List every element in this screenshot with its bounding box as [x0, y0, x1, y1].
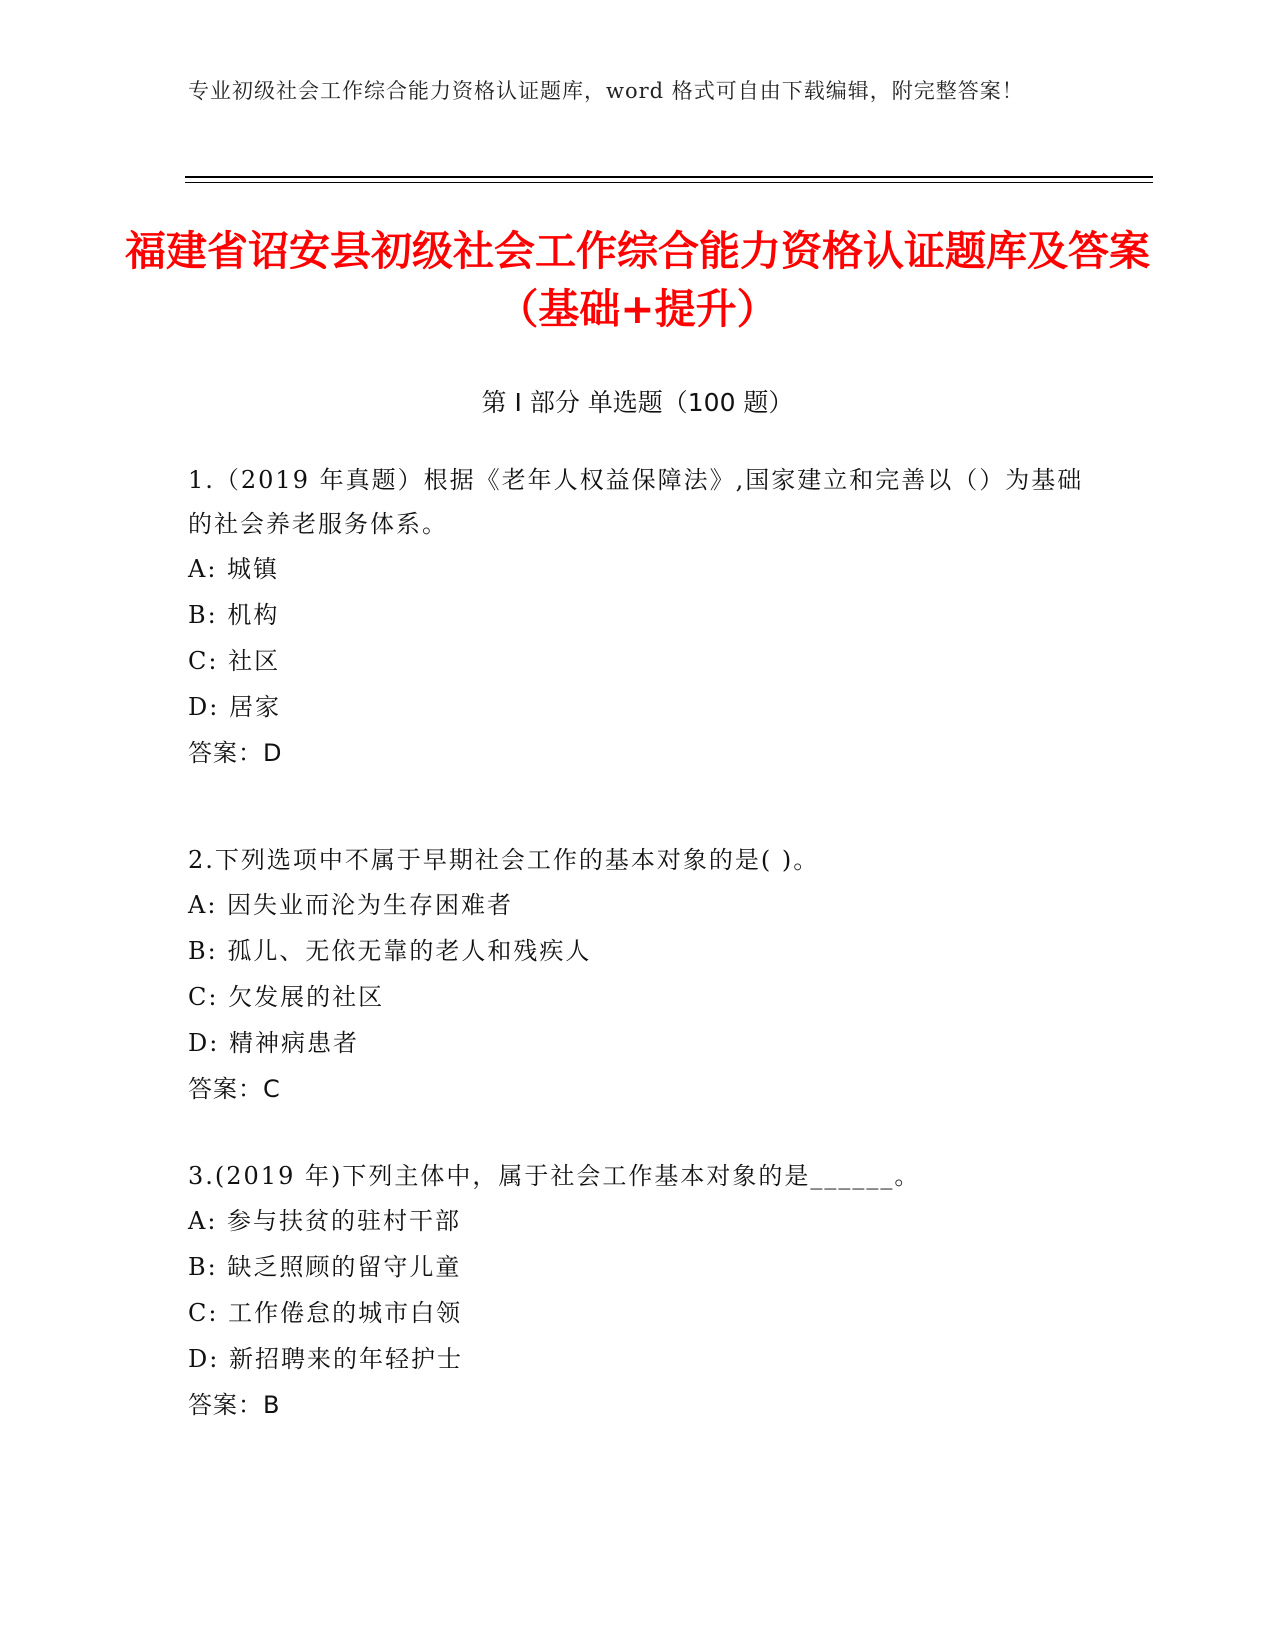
- section-heading: 第 I 部分 单选题（100 题）: [481, 388, 794, 417]
- option-c: C: 欠发展的社区: [188, 983, 385, 1011]
- option-d: D: 居家: [188, 693, 281, 721]
- question-1: [188, 458, 1088, 776]
- header-note: 专业初级社会工作综合能力资格认证题库，word 格式可自由下载编辑，附完整答案！: [188, 79, 1024, 103]
- question-text: 3.(2019 年)下列主体中，属于社会工作基本对象的是______。: [188, 1162, 921, 1190]
- question-text: 2.下列选项中不属于早期社会工作的基本对象的是( )。: [188, 846, 820, 874]
- option-d: D: 精神病患者: [188, 1029, 359, 1057]
- header-rule-thin: [185, 182, 1153, 183]
- option-a: A: 城镇: [188, 555, 280, 583]
- option-c: C: 工作倦怠的城市白领: [188, 1299, 463, 1327]
- question-3: [188, 1154, 1088, 1428]
- answer-line: 答案：B: [188, 1391, 281, 1419]
- option-b: B: 孤儿、无依无靠的老人和残疾人: [188, 937, 592, 965]
- question-2: [188, 838, 1088, 1112]
- question-text: 1.（2019 年真题）根据《老年人权益保障法》,国家建立和完善以（）为基础的社会养老服务体系。: [188, 466, 1084, 538]
- answer-line: 答案：D: [188, 739, 283, 767]
- option-b: B: 缺乏照顾的留守儿童: [188, 1253, 462, 1281]
- option-a: A: 因失业而沦为生存困难者: [188, 891, 514, 919]
- option-b: B: 机构: [188, 601, 280, 629]
- document-title: 福建省诏安县初级社会工作综合能力资格认证题库及答案（基础+提升）: [125, 227, 1150, 333]
- option-c: C: 社区: [188, 647, 281, 675]
- option-d: D: 新招聘来的年轻护士: [188, 1345, 463, 1373]
- answer-line: 答案：C: [188, 1075, 281, 1103]
- option-a: A: 参与扶贫的驻村干部: [188, 1207, 462, 1235]
- header-rule-thick: [185, 176, 1153, 178]
